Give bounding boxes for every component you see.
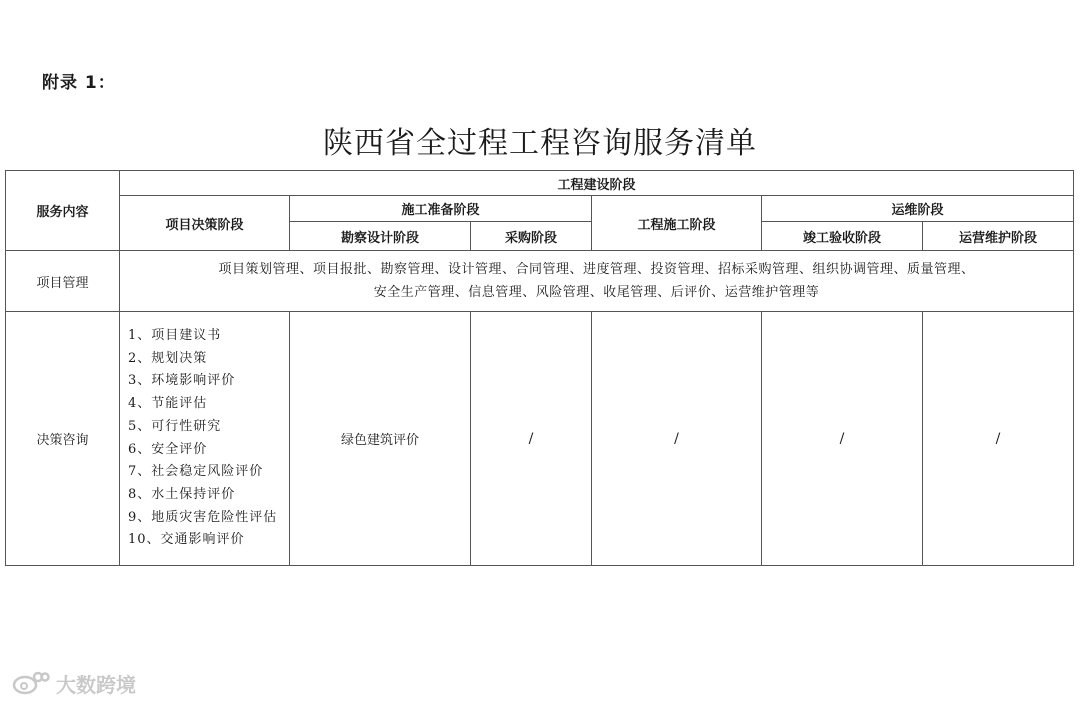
service-list-table [5, 170, 1074, 566]
decision-stage-header: 项目决策阶段 [120, 196, 290, 251]
watermark-text: 大数跨境 [56, 672, 136, 697]
appendix-label: 附录 1： [42, 73, 116, 93]
project-management-line-1: 项目策划管理、项目报批、勘察管理、设计管理、合同管理、进度管理、投资管理、招标采购管理、组织协调管理、质量管理、 [218, 262, 975, 277]
operation-maintenance-stage-header: 运营维护阶段 [923, 222, 1074, 251]
construction-stage-header: 工程建设阶段 [120, 171, 1074, 196]
survey-design-stage-header: 勘察设计阶段 [290, 222, 471, 251]
project-management-label: 项目管理 [6, 251, 120, 312]
construction-phase-header: 工程施工阶段 [592, 196, 762, 251]
operation-empty-cell: / [923, 312, 1074, 566]
list-item: 5、可行性研究 [128, 418, 222, 434]
acceptance-empty-cell: / [762, 312, 923, 566]
list-item: 6、安全评价 [128, 441, 208, 457]
weibo-logo-icon [12, 670, 50, 696]
green-building-evaluation-cell: 绿色建筑评价 [290, 312, 471, 566]
procurement-empty-cell: / [471, 312, 592, 566]
decision-consulting-list [128, 325, 289, 552]
project-management-content [120, 251, 1074, 312]
list-item: 4、节能评估 [128, 396, 208, 412]
document-title: 陕西省全过程工程咨询服务清单 [323, 126, 757, 161]
procurement-stage-header: 采购阶段 [471, 222, 592, 251]
list-item: 9、地质灾害危险性评估 [128, 509, 278, 525]
project-management-line-2: 安全生产管理、信息管理、风险管理、收尾管理、后评价、运营维护管理等 [373, 285, 820, 300]
list-item: 7、社会稳定风险评价 [128, 464, 264, 480]
decision-consulting-items [120, 312, 290, 566]
operation-stage-header: 运维阶段 [762, 196, 1074, 222]
decision-consulting-label: 决策咨询 [6, 312, 120, 566]
list-item: 3、环境影响评价 [128, 373, 236, 389]
acceptance-stage-header: 竣工验收阶段 [762, 222, 923, 251]
list-item: 1、项目建议书 [128, 327, 222, 343]
watermark [12, 668, 136, 698]
list-item: 10、交通影响评价 [128, 532, 245, 548]
construction-empty-cell: / [592, 312, 762, 566]
prep-stage-header: 施工准备阶段 [290, 196, 592, 222]
list-item: 8、水土保持评价 [128, 486, 236, 502]
service-content-header: 服务内容 [6, 171, 120, 251]
list-item: 2、规划决策 [128, 350, 208, 366]
